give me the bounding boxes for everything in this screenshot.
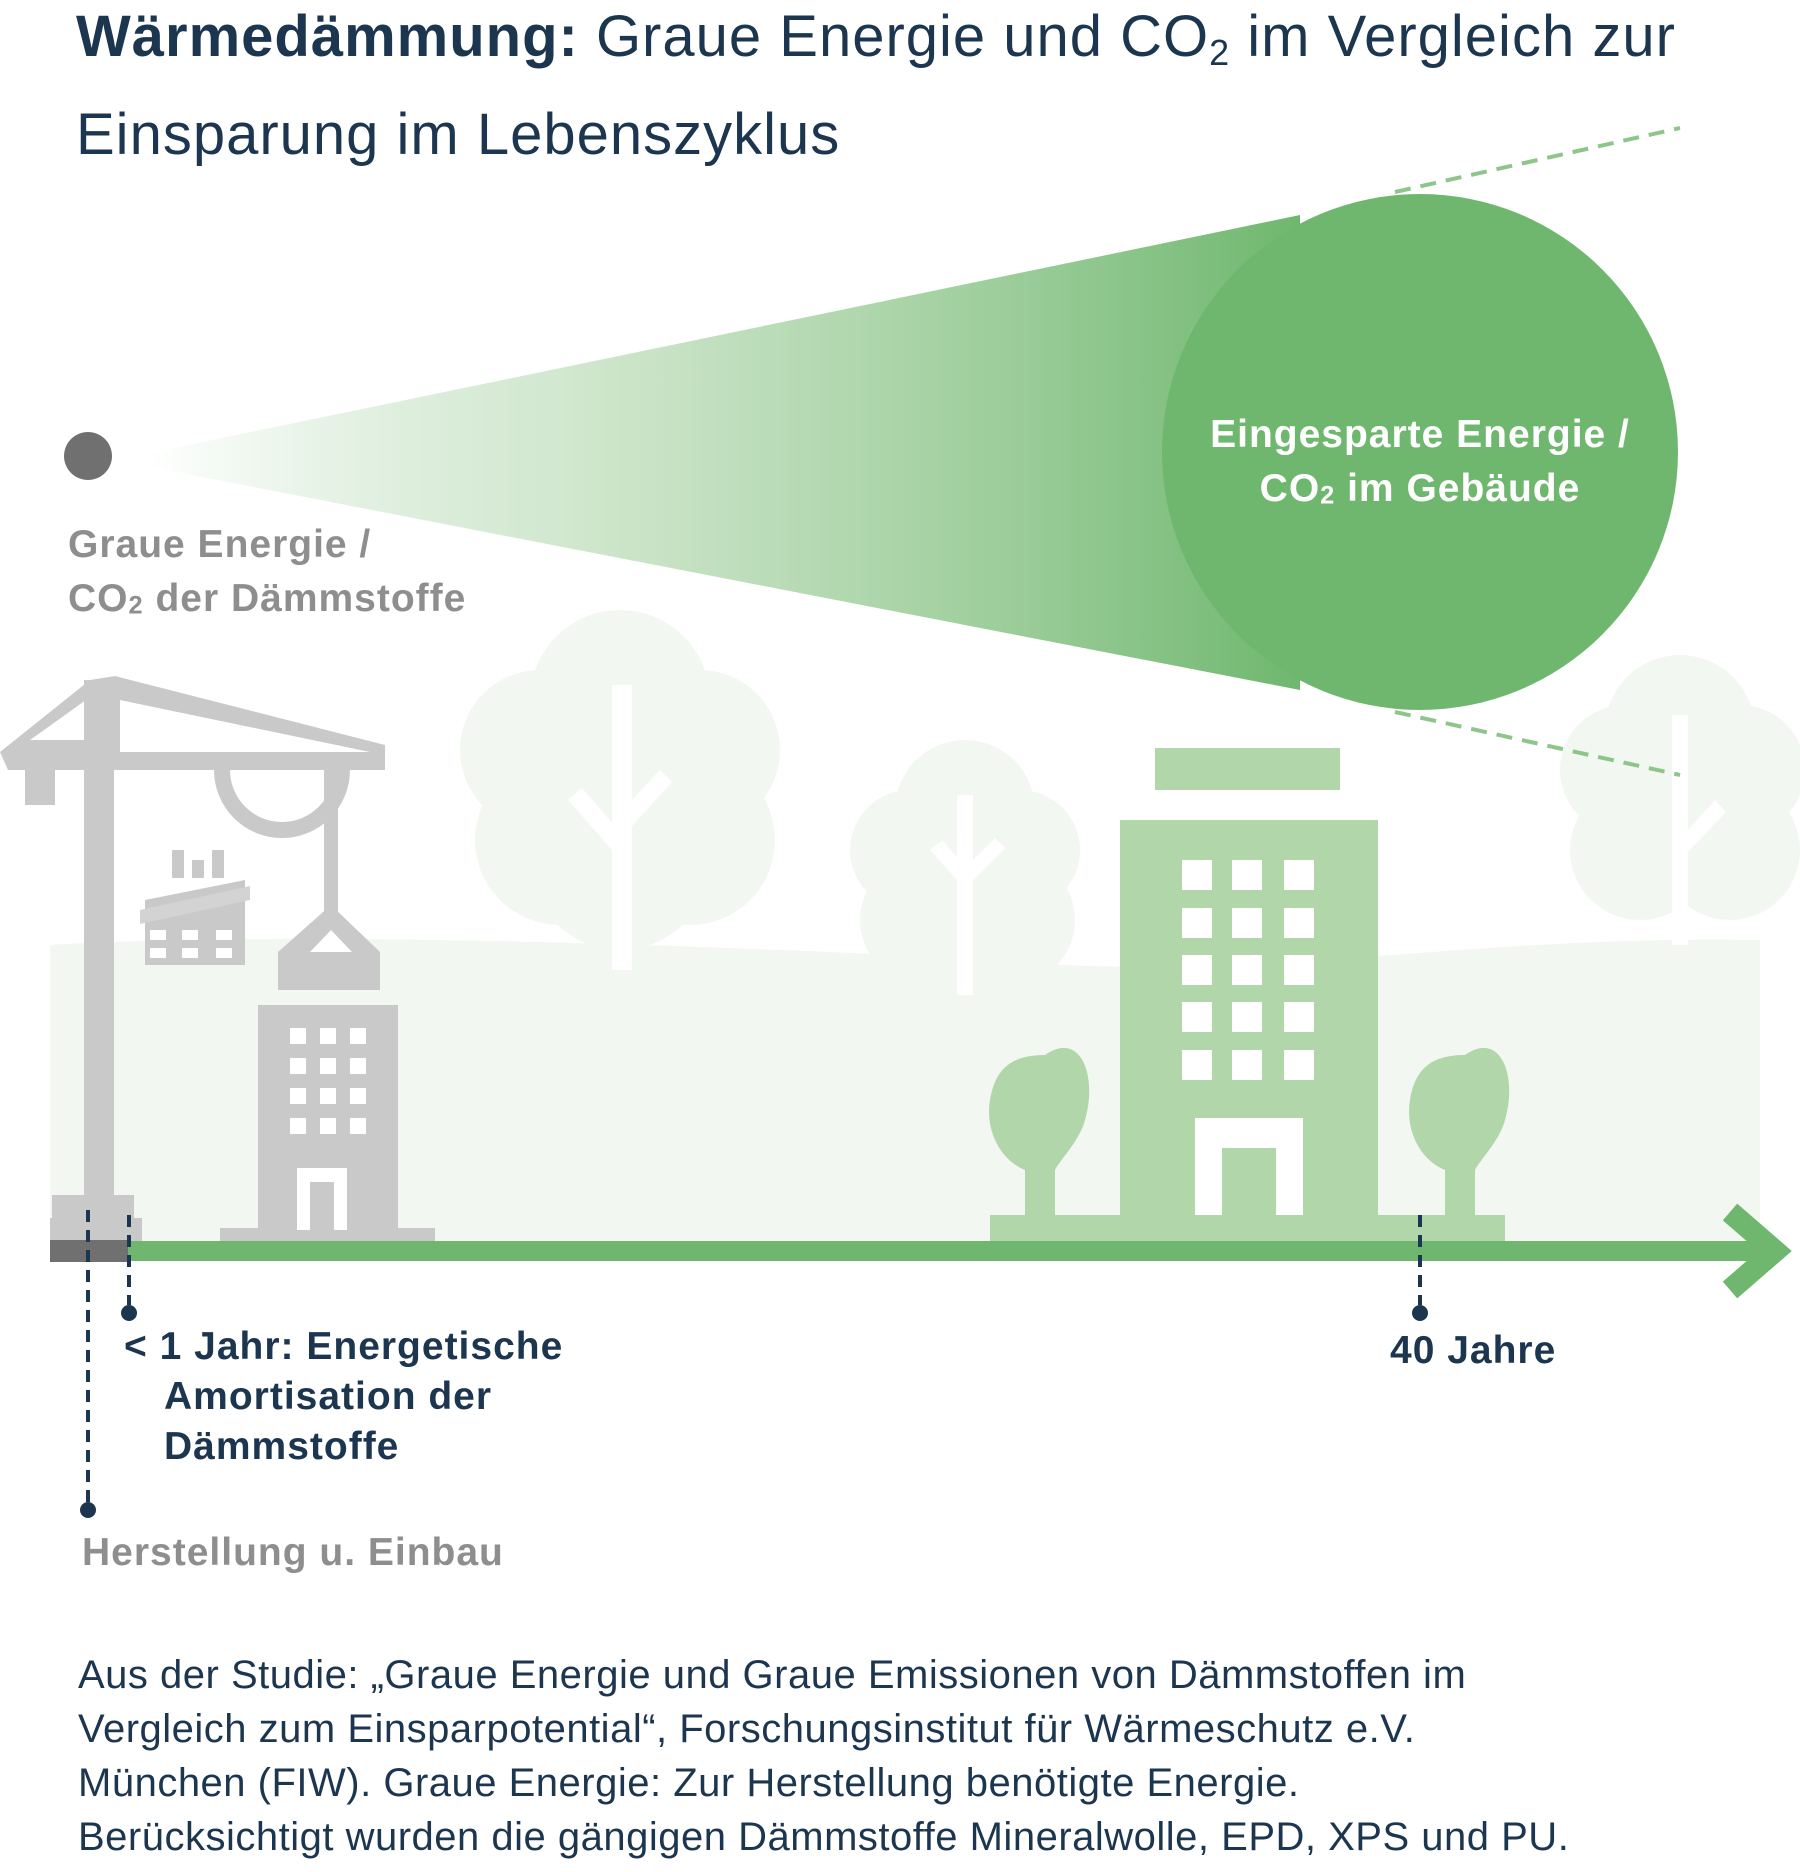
marker-1-line1 [124, 1322, 563, 1372]
savings-label [1162, 408, 1678, 523]
savings-rest: im Gebäude [1335, 467, 1581, 510]
title-bold: Wärmedämmung: [76, 4, 579, 69]
embodied-co: CO [68, 577, 129, 620]
marker-1-line3: Dämmstoffe [164, 1425, 400, 1468]
savings-line1: Eingesparte Energie / [1210, 413, 1630, 456]
footnote-line1: Aus der Studie: „Graue Energie und Graue Emissionen von Dämmstoffen im [78, 1653, 1467, 1697]
marker-1-line2: Amortisation der [164, 1375, 493, 1418]
embodied-sub: 2 [128, 591, 144, 620]
embodied-rest: der Dämmstoffe [143, 577, 467, 620]
savings-co: CO [1259, 467, 1321, 510]
page-title [76, 0, 1736, 176]
marker-dot-1 [121, 1305, 137, 1321]
factory-icon [140, 850, 250, 965]
marker-dot-0 [80, 1502, 96, 1518]
embodied-line2 [68, 572, 466, 633]
marker-dot-40 [1412, 1305, 1428, 1321]
embodied-energy-label [68, 518, 466, 633]
marker-1-label [124, 1322, 563, 1472]
marker-1-prefix: < [124, 1325, 160, 1368]
timeline-arrow-shaft [128, 1241, 1768, 1261]
title-light-pre: Graue Energie und CO [578, 4, 1210, 69]
embodied-line1: Graue Energie / [68, 523, 372, 566]
marker-40-label: 40 Jahre [1390, 1329, 1557, 1372]
title-light-post: im Vergleich zur Einsparung im Lebenszyklus [76, 4, 1676, 167]
marker-1-text1: 1 Jahr: Energetische [159, 1325, 564, 1368]
savings-line2 [1162, 462, 1678, 523]
footnote-line4: Berücksichtigt wurden die gängigen Dämmstoffe Mineralwolle, EPD, XPS und PU. [78, 1815, 1570, 1859]
footnote-line3: München (FIW). Graue Energie: Zur Herstellung benötigte Energie. [78, 1761, 1300, 1805]
marker-0-label: Herstellung u. Einbau [82, 1531, 504, 1574]
source-footnote [78, 1648, 1778, 1864]
savings-sub: 2 [1320, 481, 1336, 510]
title-subscript: 2 [1209, 31, 1231, 73]
footnote-line2: Vergleich zum Einsparpotential“, Forschungsinstitut für Wärmeschutz e.V. [78, 1707, 1416, 1751]
embodied-energy-dot [64, 432, 112, 480]
